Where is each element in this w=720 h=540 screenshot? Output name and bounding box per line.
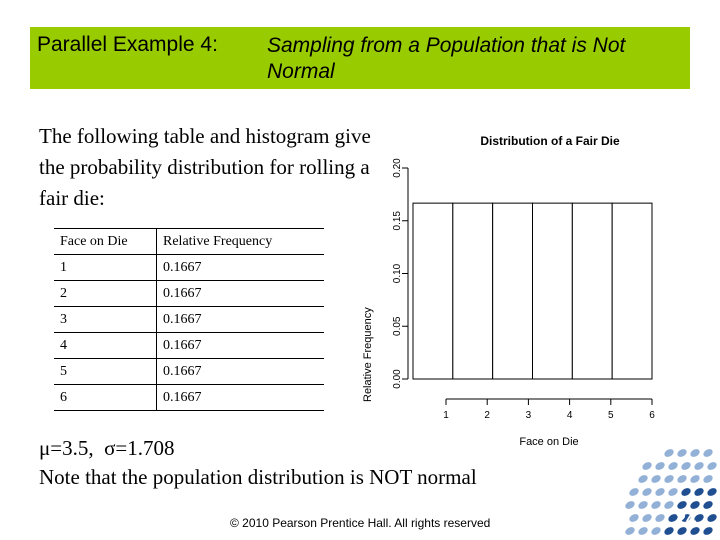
histogram-bar: [413, 203, 453, 379]
stats-block: [39, 434, 477, 492]
decor-dot: [702, 447, 714, 458]
table-row: [54, 307, 324, 333]
decor-dot: [689, 447, 701, 458]
decor-dot: [706, 460, 718, 471]
intro-text: The following table and histogram give the probability distribution for rolling a fair die:: [39, 124, 371, 210]
decor-dot: [693, 486, 705, 497]
frequency-table: [54, 228, 324, 411]
face-cell: 4: [54, 333, 157, 359]
mean-sd-line: μ=3.5, σ=1.708: [39, 436, 175, 460]
y-tick-label: 0.05: [392, 316, 403, 336]
title-bar: [30, 27, 690, 89]
histogram-chart: [350, 120, 690, 460]
decor-dot: [693, 460, 705, 471]
decor-dot: [650, 473, 662, 484]
table-row: [54, 385, 324, 411]
decor-dot: [641, 512, 653, 523]
decor-dot: [641, 486, 653, 497]
y-tick-label: 0.15: [392, 211, 403, 231]
decor-dot: [667, 460, 679, 471]
histogram-bar: [453, 203, 493, 379]
frequency-cell: 0.1667: [157, 307, 325, 333]
frequency-cell: 0.1667: [157, 385, 325, 411]
frequency-cell: 0.1667: [157, 255, 325, 281]
decor-dot: [654, 460, 666, 471]
decor-dot: [702, 525, 714, 536]
copyright-text: © 2010 Pearson Prentice Hall. All rights reserved: [230, 516, 491, 530]
dot-grid-decoration: [620, 445, 720, 540]
table-header-row: [54, 229, 324, 255]
page-number: 24: [676, 509, 697, 529]
face-cell: 5: [54, 359, 157, 385]
frequency-cell: 0.1667: [157, 333, 325, 359]
histogram-bar: [533, 203, 573, 379]
table-row: [54, 359, 324, 385]
decor-dot: [663, 499, 675, 510]
decor-dot: [637, 499, 649, 510]
decor-dot: [680, 460, 692, 471]
decor-dot: [702, 473, 714, 484]
decor-dot: [641, 460, 653, 471]
x-tick-label: 2: [484, 410, 490, 421]
decor-dot: [654, 486, 666, 497]
decor-dot: [637, 473, 649, 484]
table-row: [54, 281, 324, 307]
frequency-cell: 0.1667: [157, 281, 325, 307]
table-row: [54, 255, 324, 281]
title-lead: Parallel Example 4:: [37, 33, 218, 56]
decor-dot: [663, 473, 675, 484]
frequency-cell: 0.1667: [157, 359, 325, 385]
table-row: [54, 333, 324, 359]
x-tick-label: 3: [525, 410, 532, 421]
decor-dot: [650, 525, 662, 536]
bars-group: [413, 203, 652, 379]
decor-dot: [663, 447, 675, 458]
y-tick-label: 0.20: [392, 158, 403, 178]
x-tick-label: 1: [443, 410, 449, 421]
histogram-bar: [493, 203, 533, 379]
decor-dot: [624, 525, 636, 536]
decor-dot: [680, 486, 692, 497]
y-axis-label: Relative Frequency: [362, 307, 374, 402]
histogram-bar: [612, 203, 652, 379]
face-cell: 6: [54, 385, 157, 411]
face-cell: 1: [54, 255, 157, 281]
decor-dot: [676, 473, 688, 484]
x-tick-label: 5: [608, 410, 614, 421]
slide-title: Sampling from a Population that is Not Normal: [267, 34, 626, 83]
histogram-bar: [572, 203, 612, 379]
x-tick-label: 4: [566, 410, 573, 421]
y-tick-label: 0.10: [392, 263, 403, 284]
decor-dot: [676, 447, 688, 458]
decor-dot: [624, 499, 636, 510]
face-cell: 2: [54, 281, 157, 307]
decor-dot: [637, 525, 649, 536]
decor-dot: [650, 499, 662, 510]
decor-dot: [654, 512, 666, 523]
face-cell: 3: [54, 307, 157, 333]
x-axis-label: Face on Die: [519, 436, 579, 448]
decor-dot: [702, 499, 714, 510]
x-ticks-group: [443, 399, 655, 421]
chart-title: Distribution of a Fair Die: [480, 134, 620, 148]
decor-dot: [706, 486, 718, 497]
y-tick-label: 0.00: [392, 369, 403, 389]
decor-dot: [667, 486, 679, 497]
note-line: Note that the population distribution is NOT normal: [39, 465, 477, 489]
decor-dot: [628, 486, 640, 497]
y-ticks-group: [392, 158, 408, 389]
decor-dot: [663, 525, 675, 536]
header-relative-frequency: Relative Frequency: [157, 229, 325, 255]
x-tick-label: 6: [649, 410, 655, 421]
decor-dot: [689, 473, 701, 484]
header-face: Face on Die: [54, 229, 157, 255]
decor-dot: [628, 512, 640, 523]
decor-dot: [706, 512, 718, 523]
